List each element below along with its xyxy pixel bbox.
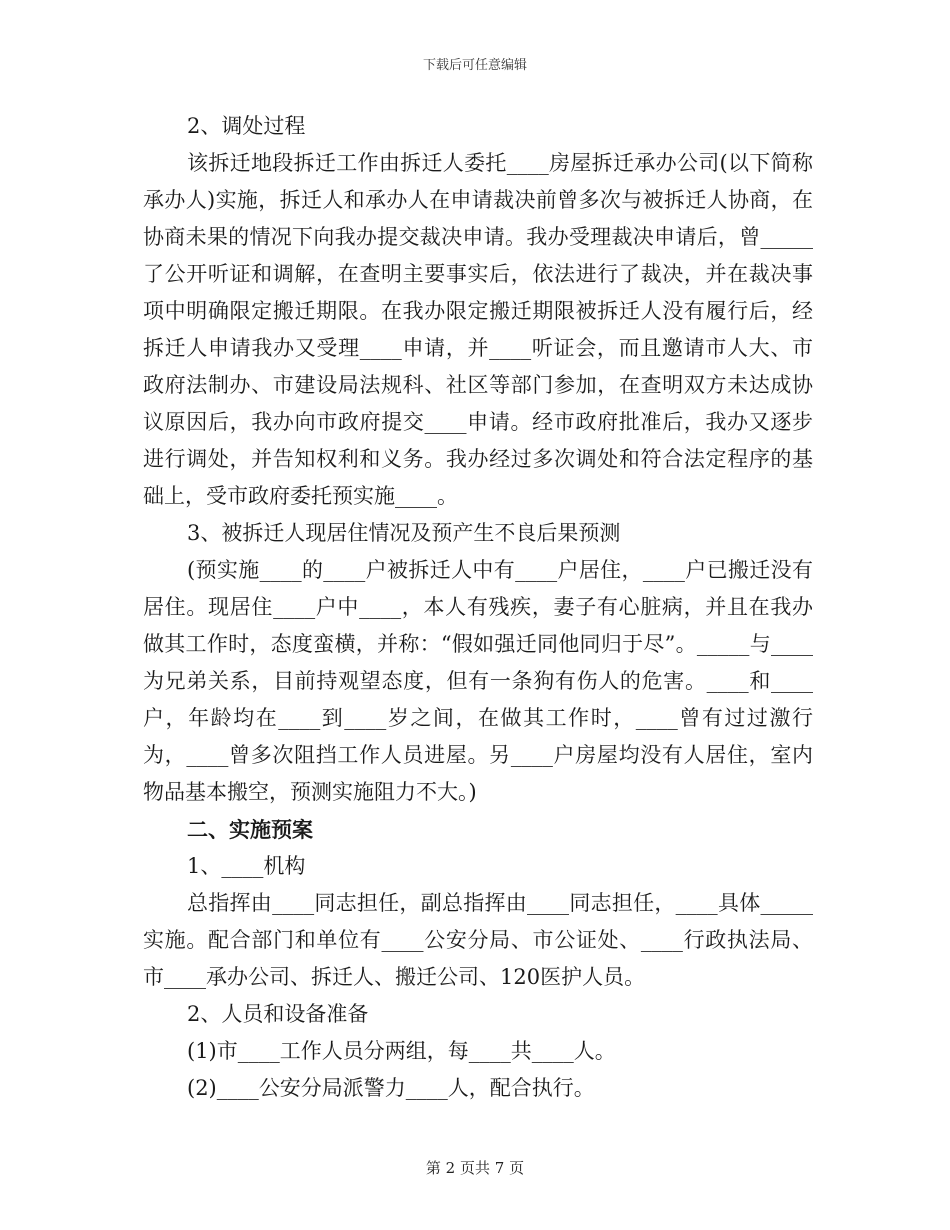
section-heading-mediation-process: 2、调处过程 xyxy=(187,114,306,138)
paragraph-organization: 总指挥由____同志担任，副总指挥由____同志担任，____具体_____实施。配合部门和单位有____公安分局、市公证处、____行政执法局、市____承办公司、拆迁人、搬迁公司、120医护人员。 xyxy=(143,891,813,989)
section-heading-organization: 1、____机构 xyxy=(187,854,306,878)
chapter-heading-implementation-plan: 二、实施预案 xyxy=(187,817,313,842)
paragraph-mediation-process: 该拆迁地段拆迁工作由拆迁人委托____房屋拆迁承办公司(以下简称承办人)实施，拆迁人和承办人在申请裁决前曾多次与被拆迁人协商，在协商未果的情况下向我办提交裁决申请。我办受理裁决申请后，曾_____了公开听证和调解，在查明主要事实后，依法进行了裁决，并在裁决事项中明确限定搬迁期限。在我办限定搬迁期限被拆迁人没有履行后，经拆迁人申请我办又受理____申请，并____听证会，而且邀请市人大、市政府法制办、市建设局法规科、社区等部门参加，在查明双方未达成协议原因后，我办向市政府提交____申请。经市政府批准后，我办又逐步进行调处，并告知权利和义务。我办经过多次调处和符合法定程序的基础上，受市政府委托预实施____。 xyxy=(143,151,813,508)
list-item-2: (2)____公安分局派警力____人，配合执行。 xyxy=(187,1076,595,1100)
list-item-1: (1)市____工作人员分两组，每____共____人。 xyxy=(187,1039,616,1063)
section-heading-residence-situation: 3、被拆迁人现居住情况及预产生不良后果预测 xyxy=(187,521,621,545)
section-heading-personnel-equipment: 2、人员和设备准备 xyxy=(187,1002,369,1026)
page-header: 下载后可任意编辑 xyxy=(422,58,527,73)
page-footer: 第 2 页共 7 页 xyxy=(425,1159,525,1177)
document-body xyxy=(143,108,813,1107)
paragraph-residence-situation: (预实施____的____户被拆迁人中有____户居住，____户已搬迁没有居住。现居住____户中____，本人有残疾，妻子有心脏病，并且在我办做其工作时，态度蛮横，并称：“假如强迁同他同归于尽”。_____与____为兄弟关系，目前持观望态度，但有一条狗有伤人的危害。____和____户，年龄均在____到____岁之间，在做其工作时，____曾有过过激行为，____曾多次阻挡工作人员进屋。另____户房屋均没有人居住，室内物品基本搬空，预测实施阻力不大。) xyxy=(143,558,813,804)
